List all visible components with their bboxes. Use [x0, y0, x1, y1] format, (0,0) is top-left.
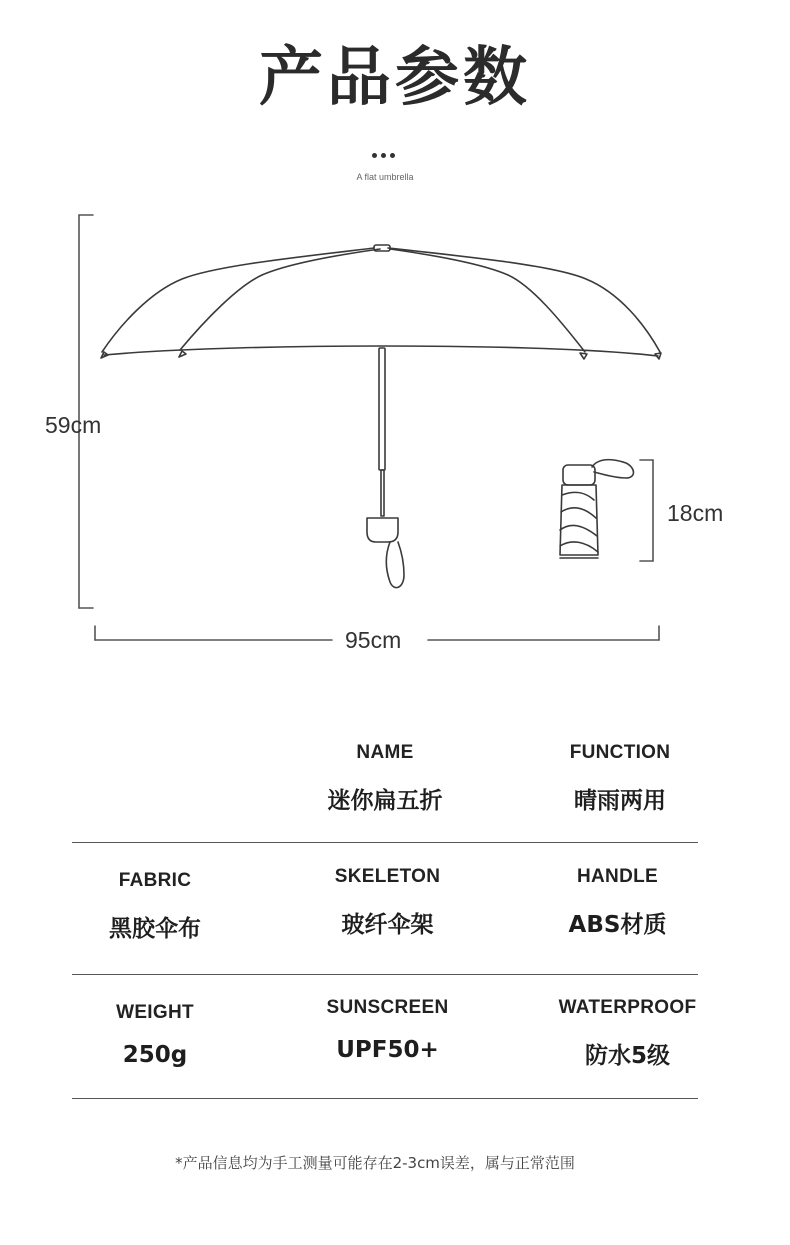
umbrella-diagram	[0, 200, 790, 660]
spec-sunscreen	[295, 997, 480, 1063]
table-divider	[72, 1098, 698, 1099]
spec-value: 250g	[122, 1042, 188, 1068]
subtitle: A flat umbrella	[356, 172, 414, 182]
spec-label: SKELETON	[334, 866, 441, 887]
spec-label: WATERPROOF	[558, 997, 697, 1018]
width-dimension-label: 95cm	[345, 627, 402, 653]
folded-length-bracket	[640, 460, 653, 561]
spec-handle	[530, 866, 705, 939]
height-dimension-label: 59cm	[45, 412, 102, 438]
spec-value: 防水5级	[584, 1043, 670, 1069]
table-divider	[72, 974, 698, 975]
spec-label: WEIGHT	[116, 1002, 194, 1023]
spec-skeleton	[300, 866, 475, 939]
spec-label: NAME	[356, 742, 414, 763]
ellipsis-icon	[370, 150, 400, 160]
table-divider	[72, 842, 698, 843]
spec-value: 晴雨两用	[574, 788, 666, 814]
page-title: 产品参数	[259, 41, 531, 115]
open-umbrella-icon	[101, 245, 661, 588]
spec-function	[530, 742, 710, 815]
spec-fabric	[70, 870, 240, 943]
spec-waterproof	[530, 997, 725, 1070]
spec-value: 黑胶伞布	[109, 916, 201, 942]
spec-label: FUNCTION	[569, 742, 671, 763]
folded-length-label: 18cm	[667, 500, 724, 526]
spec-value: ABS材质	[568, 912, 667, 938]
spec-value: UPF50+	[336, 1037, 439, 1063]
folded-umbrella-icon	[560, 460, 634, 558]
measurement-footnote: *产品信息均为手工测量可能存在2-3cm误差，属与正常范围	[175, 1154, 575, 1172]
spec-value: 迷你扁五折	[327, 788, 443, 814]
spec-weight	[70, 1002, 240, 1068]
spec-label: HANDLE	[577, 866, 658, 887]
spec-label: FABRIC	[118, 870, 192, 891]
spec-label: SUNSCREEN	[326, 997, 449, 1018]
spec-value: 玻纤伞架	[341, 912, 434, 938]
spec-name	[300, 742, 470, 815]
